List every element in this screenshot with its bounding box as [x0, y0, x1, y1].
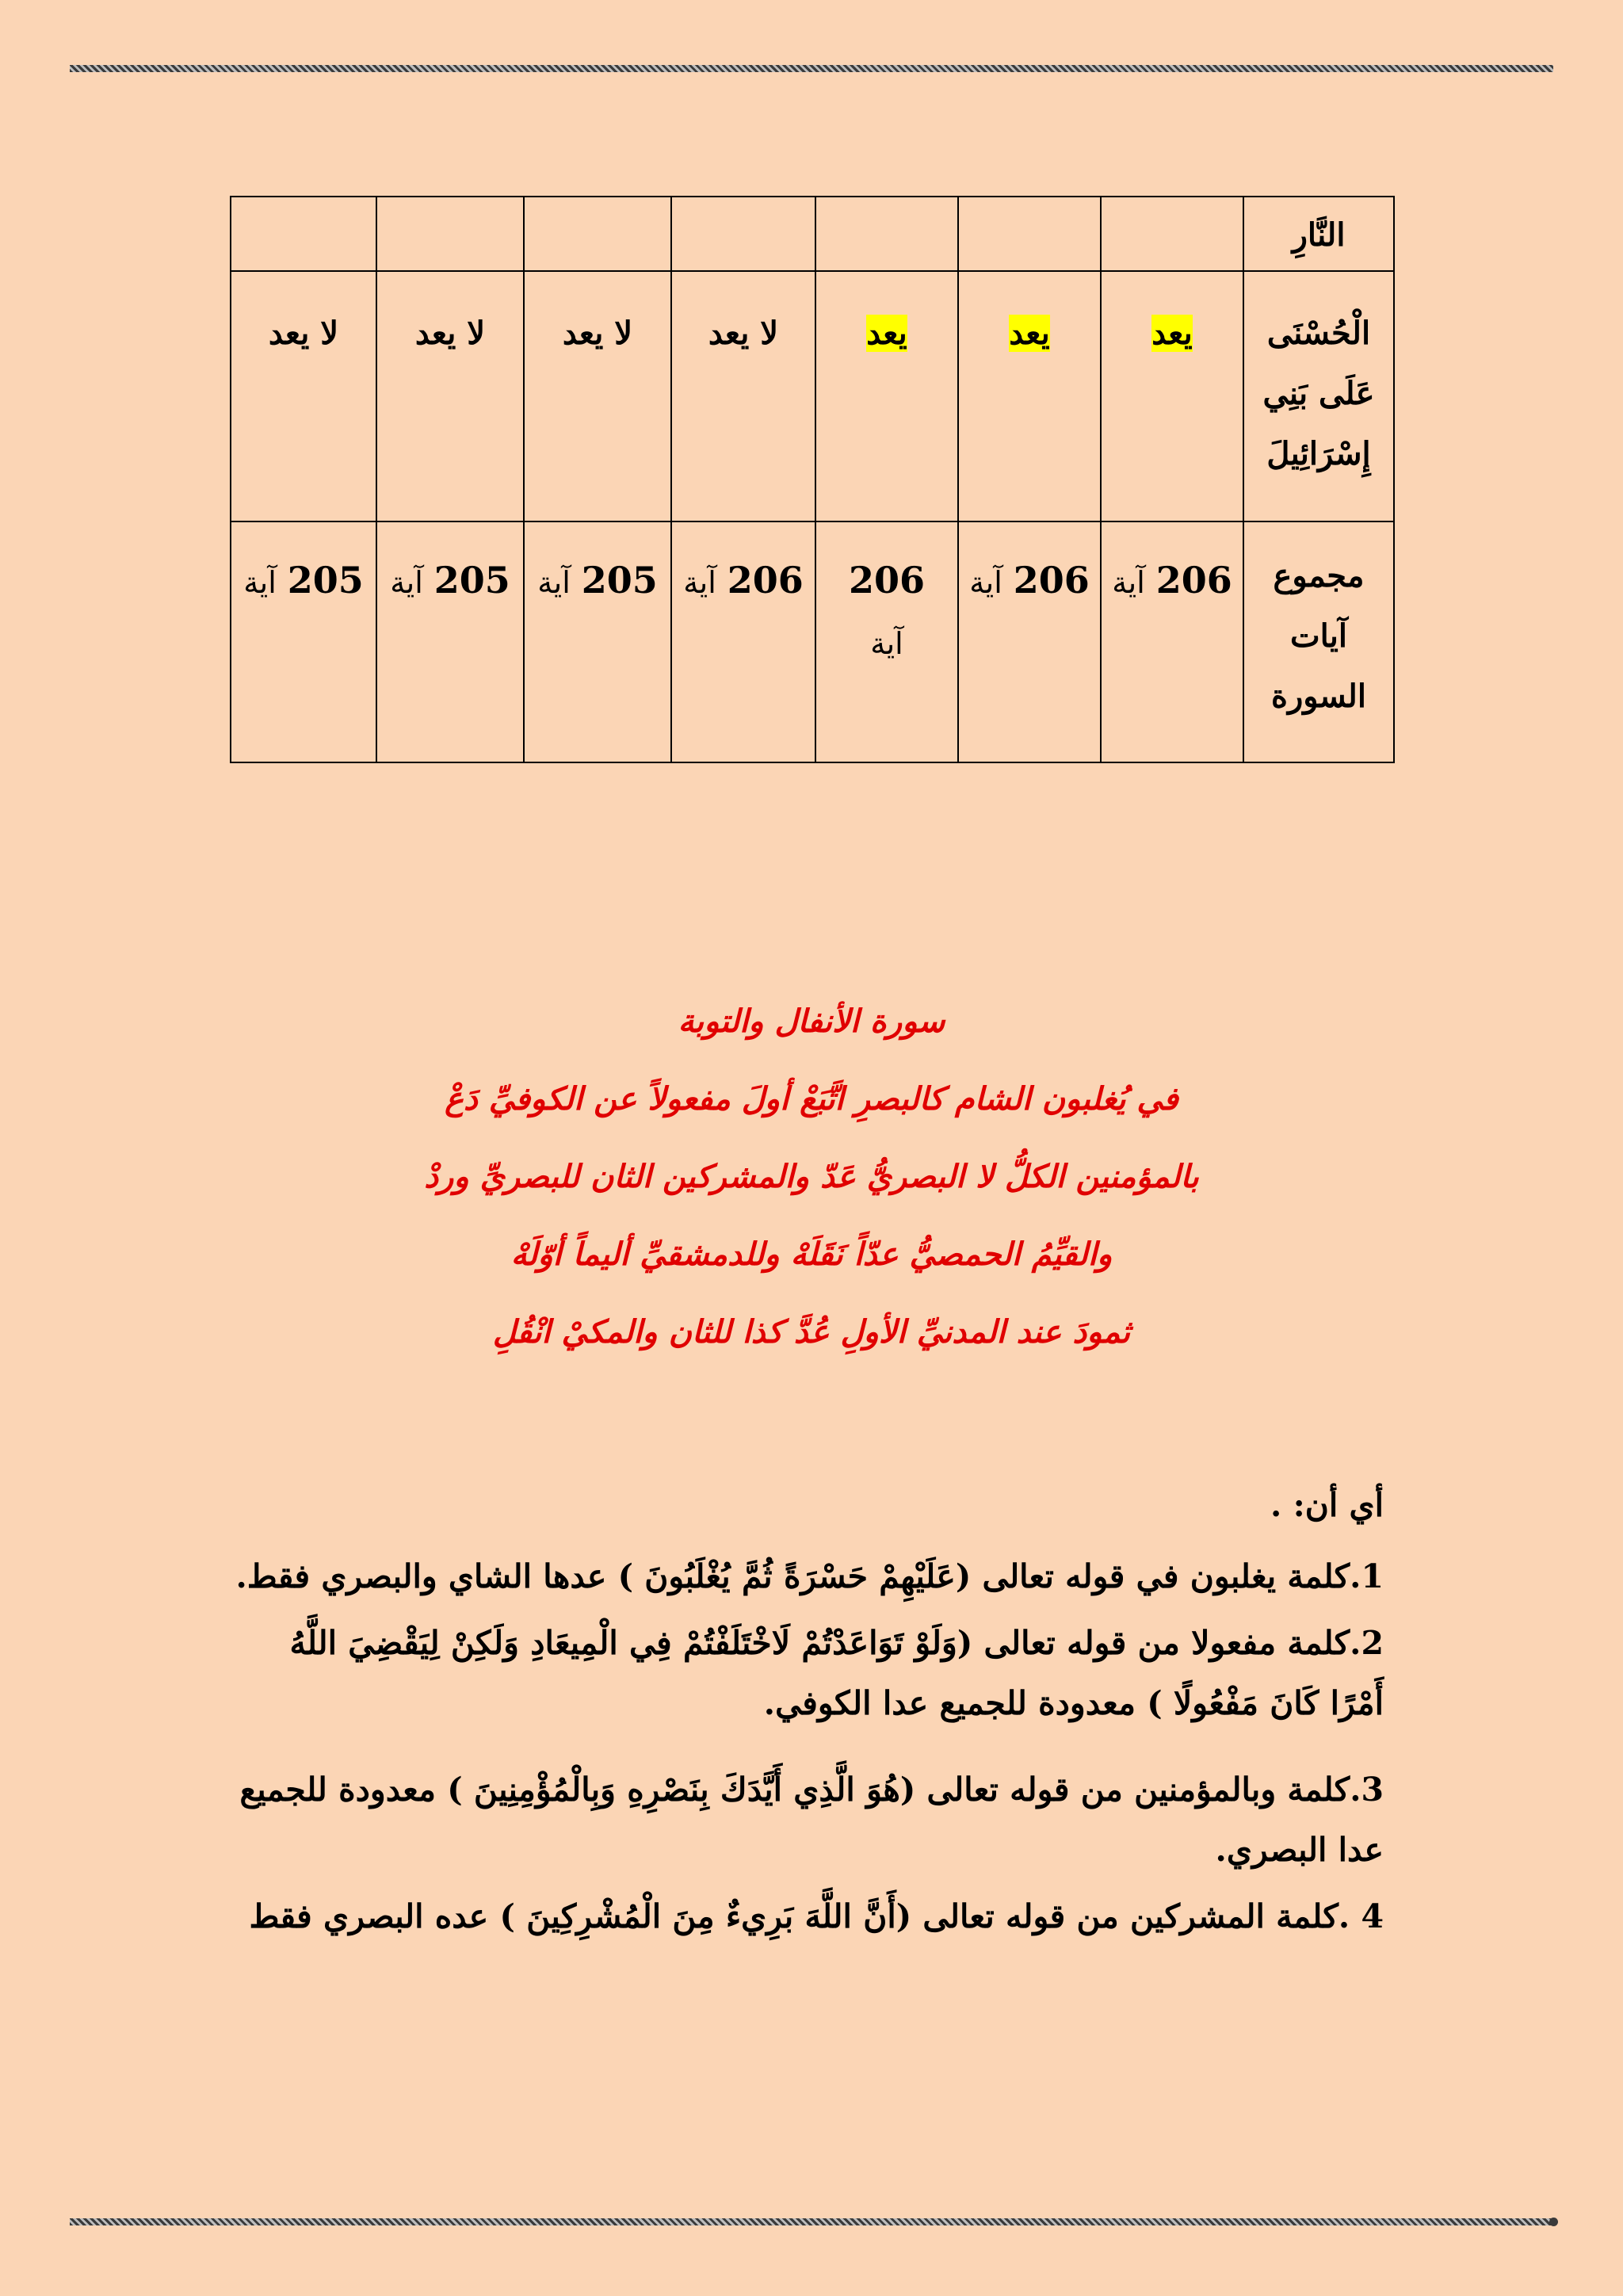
table-row: [231, 271, 1394, 521]
table-cell: 205 آية: [524, 521, 671, 762]
table-cell: لا يعد: [231, 271, 376, 521]
table-cell: لا يعد: [671, 271, 815, 521]
highlighted-count-text: يعد: [1009, 315, 1050, 352]
table-cell: لا يعد: [376, 271, 524, 521]
poem-line: ثمودَ عند المدنيِّ الأولِ عُدَّ كذا للثان والمكيْ انْقُلِ: [492, 1313, 1131, 1350]
highlighted-count-text: يعد: [866, 315, 907, 352]
poem-line: بالمؤمنين الكلُّ لا البصريُّ عَدّ والمشركين الثان للبصريِّ وردْ: [424, 1158, 1199, 1195]
table-cell: [1101, 271, 1243, 521]
notes-intro: أي أن: .: [1270, 1486, 1384, 1524]
poem-line: والقيِّمُ الحمصيُّ عدّاً نَقَلَهْ وللدمشقيِّ أليماً أوّلَهْ: [510, 1236, 1113, 1273]
table-cell: 205 آية: [376, 521, 524, 762]
table-cell: [815, 271, 958, 521]
table-cell: [524, 197, 671, 271]
table-cell: [1101, 197, 1243, 271]
table-cell: 205 آية: [231, 521, 376, 762]
poem-line: في يُغلبون الشام كالبصرِ اتَّبَعْ أولَ مفعولاً عن الكوفيِّ دَعْ: [445, 1080, 1178, 1117]
table-cell: 206 آية: [815, 521, 958, 762]
explanation-notes: [227, 1476, 1384, 1954]
top-border-rule: [70, 65, 1553, 72]
table-row: [231, 197, 1394, 271]
note-item: 1.كلمة يغلبون في قوله تعالى (عَلَيْهِمْ حَسْرَةً ثُمَّ يُغْلَبُونَ ) عدها الشاي والبصري فقط.: [235, 1557, 1384, 1595]
table-cell: [958, 271, 1101, 521]
verse-count-table: [230, 196, 1395, 763]
table-cell: 206 آية: [671, 521, 815, 762]
table-cell: [231, 197, 376, 271]
poem-title: سورة الأنفال والتوبة: [678, 1003, 945, 1040]
table-cell: [815, 197, 958, 271]
note-item: 2.كلمة مفعولا من قوله تعالى (وَلَوْ تَوَاعَدْتُمْ لَاخْتَلَفْتُمْ فِي الْمِيعَادِ وَلَكِنْ لِيَقْضِيَ اللَّهُ أَمْرًا كَانَ مَفْعُولًا ) معدودة للجميع عدا الكوفي.: [289, 1623, 1384, 1722]
table-cell: [376, 197, 524, 271]
table-cell: [958, 197, 1101, 271]
row-label-cell: مجموع آيات السورة: [1243, 521, 1394, 762]
table-cell: [671, 197, 815, 271]
highlighted-count-text: يعد: [1151, 315, 1193, 352]
note-item: 4 .كلمة المشركين من قوله تعالى (أَنَّ اللَّهَ بَرِيءٌ مِنَ الْمُشْرِكِينَ ) عده البصري فقط: [249, 1897, 1384, 1936]
table-cell: 206 آية: [1101, 521, 1243, 762]
bottom-border-rule: [70, 2218, 1553, 2225]
row-label-cell: الْحُسْنَى عَلَى بَنِي إِسْرَائِيلَ: [1243, 271, 1394, 521]
poem-block: [0, 983, 1623, 1371]
table-cell: 206 آية: [958, 521, 1101, 762]
table-cell: لا يعد: [524, 271, 671, 521]
table-row: [231, 521, 1394, 762]
note-item: 3.كلمة وبالمؤمنين من قوله تعالى (هُوَ الَّذِي أَيَّدَكَ بِنَصْرِهِ وَبِالْمُؤْمِنِينَ ) معدودة للجميع عدا البصري.: [239, 1771, 1384, 1870]
row-label-cell: النَّارِ: [1243, 197, 1394, 271]
